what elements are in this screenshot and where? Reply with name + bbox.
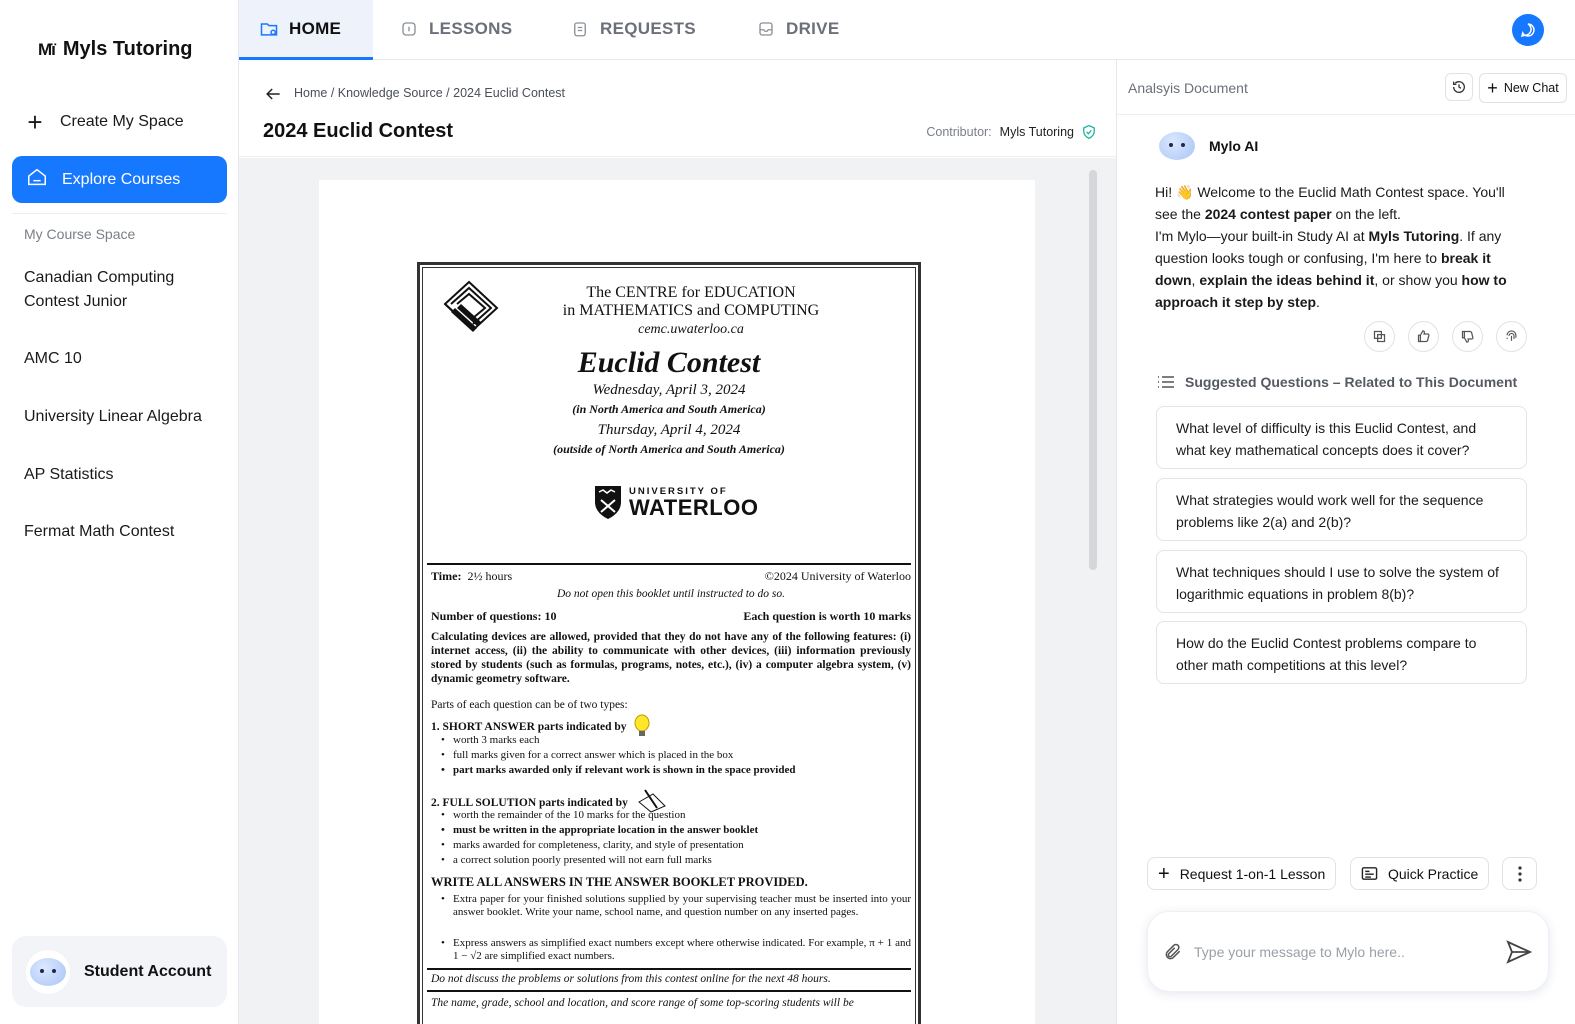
parts-intro: Parts of each question can be of two types: bbox=[431, 699, 628, 711]
suggested-questions-heading bbox=[1157, 374, 1517, 390]
contest-date-2-note: (outside of North America and South America) bbox=[553, 442, 785, 456]
msg-bold: break it down bbox=[1155, 250, 1491, 288]
list-icon bbox=[1157, 375, 1175, 389]
plus-icon: + bbox=[27, 107, 43, 137]
marks-each: Each question is worth 10 marks bbox=[743, 609, 911, 623]
paperclip-icon bbox=[1163, 941, 1183, 963]
request-lesson-label: Request 1-on-1 Lesson bbox=[1179, 865, 1326, 882]
contest-date-2: Thursday, April 4, 2024 bbox=[597, 422, 741, 438]
create-space-button[interactable] bbox=[24, 108, 184, 136]
course-item-fermat[interactable]: Fermat Math Contest bbox=[24, 523, 175, 540]
course-space-heading: My Course Space bbox=[24, 226, 136, 242]
thumbs-down-button[interactable] bbox=[1452, 321, 1483, 352]
questions-row bbox=[431, 609, 911, 624]
msg-bold: how to approach it step by step bbox=[1155, 272, 1507, 310]
tab-requests-label: REQUESTS bbox=[600, 19, 696, 38]
fingerprint-button[interactable] bbox=[1496, 321, 1527, 352]
brand-logo[interactable] bbox=[38, 38, 193, 61]
fs-bullet-2: • must be written in the appropriate location in the answer booklet bbox=[453, 824, 911, 837]
avatar bbox=[26, 950, 70, 994]
course-item-ccc-junior[interactable]: Canadian Computing Contest Junior bbox=[24, 269, 175, 310]
contest-title: Euclid Contest bbox=[577, 346, 761, 379]
msg-text: , bbox=[1191, 272, 1200, 288]
msg-text: , or show you bbox=[1374, 272, 1462, 288]
course-item-ap-statistics[interactable]: AP Statistics bbox=[24, 466, 114, 483]
explore-courses-button[interactable] bbox=[12, 156, 227, 203]
plus-icon: + bbox=[1158, 862, 1170, 885]
clipboard-icon bbox=[570, 19, 590, 39]
cemc-website: cemc.uwaterloo.ca bbox=[638, 322, 744, 337]
ai-panel-title: Analsyis Document bbox=[1128, 80, 1248, 96]
breadcrumb-current: 2024 Euclid Contest bbox=[453, 86, 566, 100]
footer-note: The name, grade, school and location, and score range of some top-scoring students will be bbox=[431, 997, 854, 1009]
cemc-name-line1: The CENTRE for EDUCATION bbox=[586, 284, 796, 301]
new-chat-button[interactable] bbox=[1479, 73, 1567, 103]
quick-practice-button[interactable] bbox=[1350, 857, 1489, 890]
ai-identity bbox=[1159, 132, 1258, 160]
number-of-questions: Number of questions: 10 bbox=[431, 609, 557, 623]
copyright: ©2024 University of Waterloo bbox=[764, 569, 911, 583]
copy-icon bbox=[1372, 329, 1387, 344]
sidebar bbox=[0, 0, 239, 1024]
breadcrumb: Home / Knowledge Source / 2024 Euclid Contest bbox=[294, 86, 566, 100]
do-not-open-note: Do not open this booklet until instructed to do so. bbox=[556, 588, 786, 600]
verified-shield-icon bbox=[1082, 124, 1096, 140]
chat-bubble-button[interactable] bbox=[1512, 14, 1544, 46]
history-button[interactable] bbox=[1445, 73, 1473, 101]
thumbs-up-icon bbox=[1416, 329, 1431, 344]
time-label: Time: bbox=[431, 569, 462, 583]
tab-lessons[interactable] bbox=[399, 0, 512, 58]
sidebar-divider bbox=[12, 213, 227, 214]
sa-bullet-3: • part marks awarded only if relevant work is shown in the space provided bbox=[453, 764, 911, 777]
contest-cover-sheet bbox=[417, 262, 921, 1024]
explore-courses-label: Explore Courses bbox=[62, 170, 181, 188]
contributor bbox=[926, 124, 1096, 140]
course-item-linear-algebra[interactable]: University Linear Algebra bbox=[24, 408, 202, 425]
waterloo-wordmark bbox=[629, 486, 758, 519]
fs-bullet-3: • marks awarded for completeness, clarity, and style of presentation bbox=[453, 839, 911, 852]
history-icon bbox=[1451, 79, 1467, 95]
document-viewer bbox=[239, 158, 1116, 1024]
contributor-name: Myls Tutoring bbox=[999, 125, 1074, 139]
time-row bbox=[431, 569, 911, 584]
no-discuss-note: Do not discuss the problems or solutions from this contest online for the next 48 hours. bbox=[431, 973, 831, 985]
thumbs-up-button[interactable] bbox=[1408, 321, 1439, 352]
breadcrumb-knowledge-source[interactable]: Knowledge Source bbox=[337, 86, 443, 100]
cemc-name-line2: in MATHEMATICS and COMPUTING bbox=[562, 302, 820, 319]
plus-icon: + bbox=[1487, 78, 1498, 98]
top-nav bbox=[239, 0, 1575, 60]
ai-bot-name: Mylo AI bbox=[1209, 138, 1259, 154]
sa-bullet-1: • worth 3 marks each bbox=[453, 734, 911, 747]
send-button[interactable] bbox=[1506, 940, 1532, 969]
msg-text: on the left. bbox=[1331, 206, 1401, 222]
tab-home[interactable] bbox=[239, 0, 373, 58]
suggested-question-card[interactable]: What techniques should I use to solve the system of logarithmic equations in problem 8(b)? bbox=[1156, 550, 1527, 613]
msg-bold: 2024 contest paper bbox=[1204, 206, 1332, 222]
suggested-question-card[interactable]: What strategies would work well for the sequence problems like 2(a) and 2(b)? bbox=[1156, 478, 1527, 541]
brand-mark: Mï bbox=[38, 39, 55, 59]
rule bbox=[427, 968, 911, 970]
tab-drive[interactable] bbox=[756, 0, 839, 58]
breadcrumb-home[interactable]: Home bbox=[294, 86, 328, 100]
brand-name: Myls Tutoring bbox=[62, 38, 193, 60]
back-button[interactable] bbox=[263, 84, 283, 109]
tab-requests[interactable] bbox=[570, 0, 696, 58]
msg-bold: Myls Tutoring bbox=[1368, 228, 1460, 244]
msg-text: I'm Mylo—your built-in Study AI at bbox=[1155, 228, 1369, 244]
message-actions bbox=[1364, 321, 1527, 352]
ai-panel bbox=[1116, 60, 1575, 1024]
document-scrollbar[interactable] bbox=[1089, 170, 1097, 570]
fingerprint-icon bbox=[1504, 329, 1519, 344]
contest-date-1: Wednesday, April 3, 2024 bbox=[592, 382, 746, 398]
write-bullet-1: • Extra paper for your finished solutions supplied by your supervising teacher must be inserted into your answer booklet. Write your name, school name, and question number on any inserted pages. bbox=[453, 893, 911, 919]
waterloo-name: WATERLOO bbox=[629, 494, 759, 520]
waterloo-crest-icon bbox=[593, 484, 623, 520]
msg-bold: explain the ideas behind it bbox=[1199, 272, 1375, 288]
new-chat-label: New Chat bbox=[1503, 81, 1559, 95]
chat-message-input[interactable] bbox=[1194, 940, 1494, 964]
arrow-left-icon bbox=[263, 84, 283, 104]
contributor-label: Contributor: bbox=[926, 125, 992, 139]
request-lesson-button[interactable] bbox=[1147, 857, 1336, 890]
account-name: Student Account bbox=[84, 962, 212, 980]
tab-lessons-label: LESSONS bbox=[429, 19, 513, 38]
more-vertical-icon bbox=[1518, 866, 1522, 882]
page-title: 2024 Euclid Contest bbox=[263, 120, 454, 142]
waterloo-university-of: UNIVERSITY OF bbox=[629, 485, 728, 497]
suggested-question-card[interactable]: How do the Euclid Contest problems compare to other math competitions at this level? bbox=[1156, 621, 1527, 684]
copy-button[interactable] bbox=[1364, 321, 1395, 352]
rule bbox=[427, 990, 911, 992]
drive-icon bbox=[756, 19, 776, 39]
document-header bbox=[239, 60, 1116, 157]
ai-welcome-message bbox=[1155, 181, 1525, 313]
attach-button[interactable] bbox=[1163, 941, 1183, 968]
short-answer-text: 1. SHORT ANSWER parts indicated by bbox=[431, 721, 627, 733]
fs-bullet-1: • worth the remainder of the 10 marks for the question bbox=[453, 809, 911, 822]
msg-text: . bbox=[1316, 294, 1320, 310]
practice-icon bbox=[1361, 866, 1378, 881]
rule bbox=[427, 563, 911, 565]
create-space-label: Create My Space bbox=[60, 113, 184, 130]
student-account[interactable] bbox=[12, 936, 227, 1007]
waterloo-logo bbox=[593, 484, 758, 520]
calculator-rules: Calculating devices are allowed, provided that they do not have any of the following features: (i) internet access, (ii) the ability to communicate with other devices, (iii) information previously stored by students (such as formulas, programs, notes, etc.), (iv) a computer algebra system, (v) dynamic geometry software. bbox=[431, 631, 911, 685]
msg-text: Hi! 👋 Welcome to the Euclid Math Contest space. You'll see the bbox=[1155, 184, 1505, 222]
msg-text: . If any question looks tough or confusing, I'm here to bbox=[1155, 228, 1502, 266]
mylo-avatar-icon bbox=[1159, 132, 1195, 160]
home-icon bbox=[26, 166, 48, 193]
chat-input-box bbox=[1147, 911, 1549, 992]
tab-drive-label: DRIVE bbox=[786, 19, 840, 38]
quick-practice-label: Quick Practice bbox=[1388, 865, 1479, 882]
full-solution-text: 2. FULL SOLUTION parts indicated by bbox=[431, 797, 628, 809]
time-value: 2½ hours bbox=[467, 569, 513, 583]
more-options-button[interactable] bbox=[1502, 857, 1537, 890]
ai-panel-header bbox=[1117, 60, 1575, 115]
mylo-avatar-icon bbox=[30, 958, 66, 986]
folder-icon bbox=[259, 19, 279, 39]
suggested-question-card[interactable]: What level of difficulty is this Euclid Contest, and what key mathematical concepts does it cover? bbox=[1156, 406, 1527, 469]
sheet-frame bbox=[422, 267, 916, 1024]
fs-bullet-4: • a correct solution poorly presented will not earn full marks bbox=[453, 854, 911, 867]
course-item-amc-10[interactable]: AMC 10 bbox=[24, 350, 82, 367]
sa-bullet-2: • full marks given for a correct answer which is placed in the box bbox=[453, 749, 911, 762]
contest-date-1-note: (in North America and South America) bbox=[572, 402, 766, 416]
send-icon bbox=[1506, 940, 1532, 964]
thumbs-down-icon bbox=[1460, 329, 1475, 344]
pdf-page bbox=[319, 180, 1035, 1024]
chat-icon bbox=[1519, 21, 1537, 39]
lesson-icon bbox=[399, 19, 419, 39]
write-all-answers: WRITE ALL ANSWERS IN THE ANSWER BOOKLET PROVIDED. bbox=[431, 875, 808, 889]
tab-home-label: HOME bbox=[289, 19, 342, 38]
write-bullet-2: • Express answers as simplified exact numbers except where otherwise indicated. For example, π + 1 and 1 − √2 are simplified exact numbers. bbox=[453, 937, 911, 963]
suggested-questions-title: Suggested Questions – Related to This Document bbox=[1185, 374, 1518, 390]
